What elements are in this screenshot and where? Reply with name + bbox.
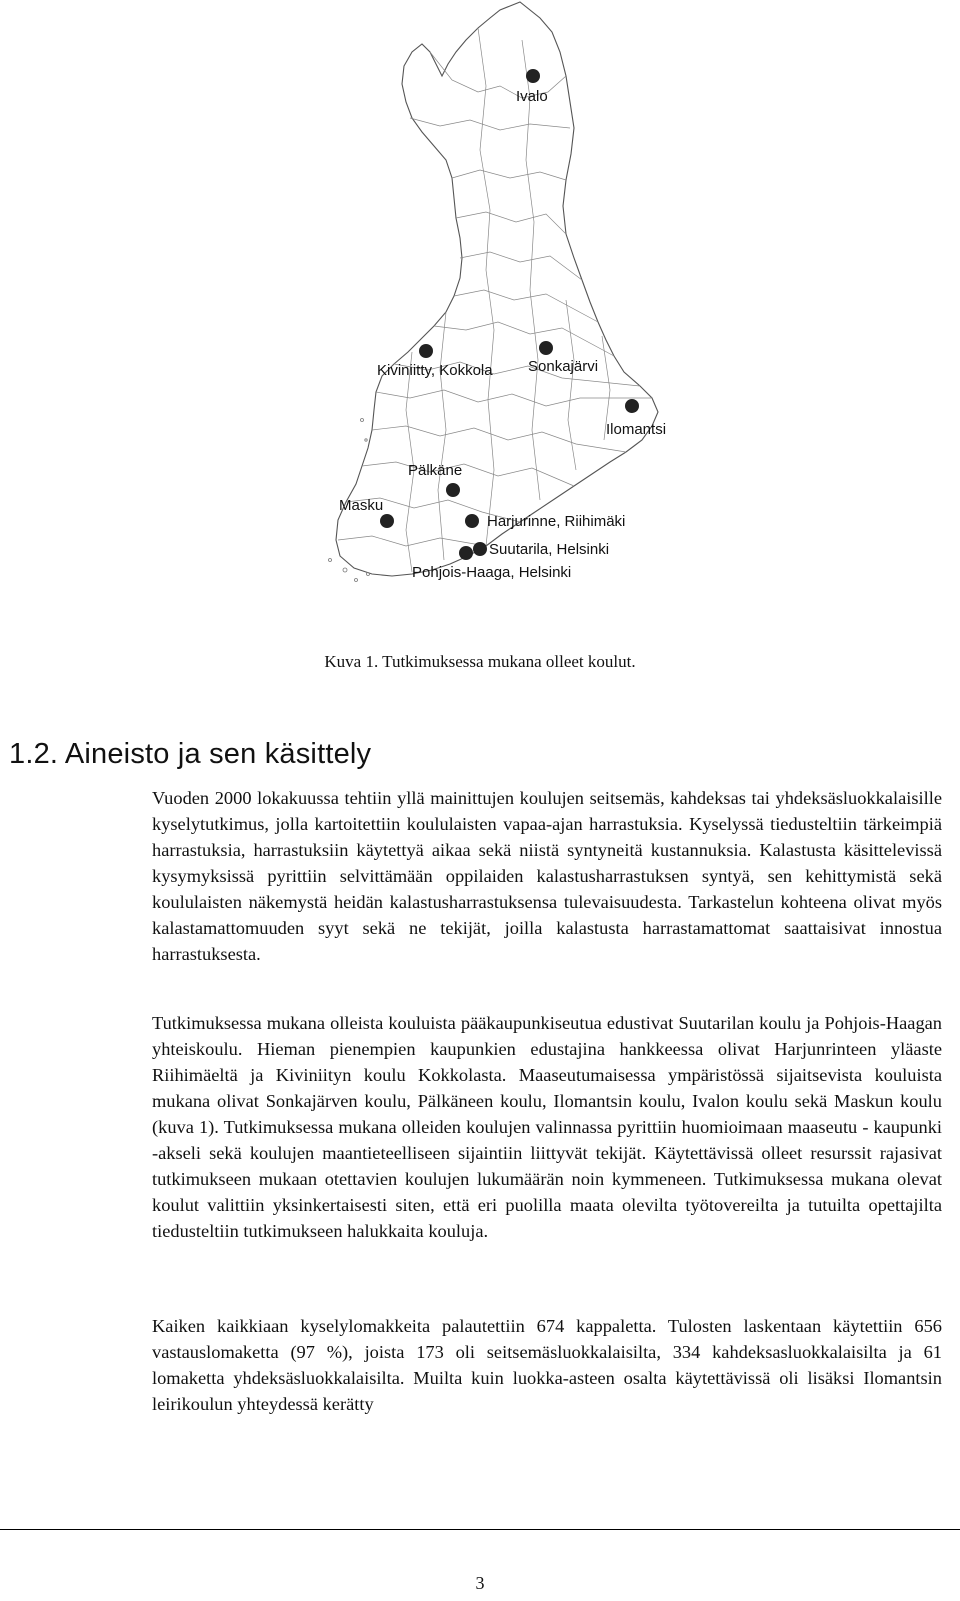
label-kiviniitty: Kiviniitty, Kokkola [377,362,493,379]
label-sonkajarvi: Sonkajärvi [528,358,599,375]
marker-kiviniitty [419,344,433,358]
marker-pohjois-haaga [459,546,473,560]
marker-ilomantsi [625,399,639,413]
page-number: 3 [475,1573,485,1593]
paragraph-1: Vuoden 2000 lokakuussa tehtiin yllä mainittujen koulujen seitsemäs, kahdeksas tai yhdeksäsluokkalaisille kyselytutkimus, jolla kartoitettiin koululaisten vapaa-ajan harrastuksia. Kyselyssä tiedusteltiin tärkeimpiä harrastuksia, harrastuksiin käytettyä aikaa sekä niistä syntyneitä kustannuksia. Kalastusta käsittelevissä kysymyksissä pyrittiin selvittämään oppilaiden kalastusharrastuksen syntyä, sen kehittymistä sekä koululaisten näkemystä heidän kalastusharrastuksensa tulevaisuudesta. Tarkastelun kohteena olivat myös kalastamattomuuden syyt sekä ne tekijät, joilla kalastusta harrastamattomat saattaisivat innostua harrastuksesta. [152,788,942,964]
paragraph-3: Kaiken kaikkiaan kyselylomakkeita palautettiin 674 kappaletta. Tulosten laskentaan käytettiin 656 vastauslomaketta (97 %), joista 173 oli seitsemäsluokkalaisilta, 334 kahdeksasluokkalaisilta ja 61 lomaketta yhdeksäsluokkalaisilta. Muilta kuin luokka-asteen osalta käytettävissä oli lisäksi Ilomantsin leirikoulun yhteydessä kerätty [152,1316,942,1414]
marker-masku [380,514,394,528]
paragraph-2: Tutkimuksessa mukana olleista kouluista pääkaupunkiseutua edustivat Suutarilan koulu ja Pohjois-Haagan yhteiskoulu. Hieman pienempien kaupunkien edustajina hankkeessa olivat Harjunrinteen yläaste Riihimäeltä ja Kiviniityn koulu Kokkolasta. Maaseutumaisessa ympäristössä sijaitsevista kouluista mukana olivat Sonkajärven koulu, Pälkäneen koulu, Ilomantsin koulu, Ivalon koulu sekä Maskun koulu (kuva 1). Tutkimuksessa mukana olleiden koulujen valinnassa pyrittiin huomioimaan maaseutu - kaupunki -akseli sekä koulujen maantieteelliseen sijaintiin liittyvät tekijät. Käytettävissä olleet resurssit rajasivat tutkimukseen mukaan otettavien koulujen lukumäärän noin kymmeneen. Tutkimuksessa mukana olevat koulut valittiin yksinkertaisesti siten, että eri puolilla maata olevilta työtovereilta ja tutuilta opettajilta tiedusteltiin tutkimukseen halukkaita kouluja. [152,1013,942,1241]
footer-divider [0,1529,960,1530]
marker-suutarila [473,542,487,556]
figure-caption: Kuva 1. Tutkimuksessa mukana olleet koulut. [324,652,636,671]
label-palkane: Pälkäne [408,462,463,479]
label-ivalo: Ivalo [516,88,548,105]
marker-ivalo [526,69,540,83]
location-labels [339,88,666,581]
label-ilomantsi: Ilomantsi [606,421,667,438]
label-harjurinne: Harjurinne, Riihimäki [487,513,626,530]
label-masku: Masku [339,497,384,514]
finland-map [325,0,695,605]
section-heading: 1.2. Aineisto ja sen käsittely [9,738,372,770]
marker-harjurinne [465,514,479,528]
label-suutarila: Suutarila, Helsinki [489,541,610,558]
municipality-borders [338,28,652,572]
marker-sonkajarvi [539,341,553,355]
map-outline [336,2,658,576]
marker-palkane [446,483,460,497]
location-markers [380,69,639,560]
label-pohjois-haaga: Pohjois-Haaga, Helsinki [412,564,572,581]
